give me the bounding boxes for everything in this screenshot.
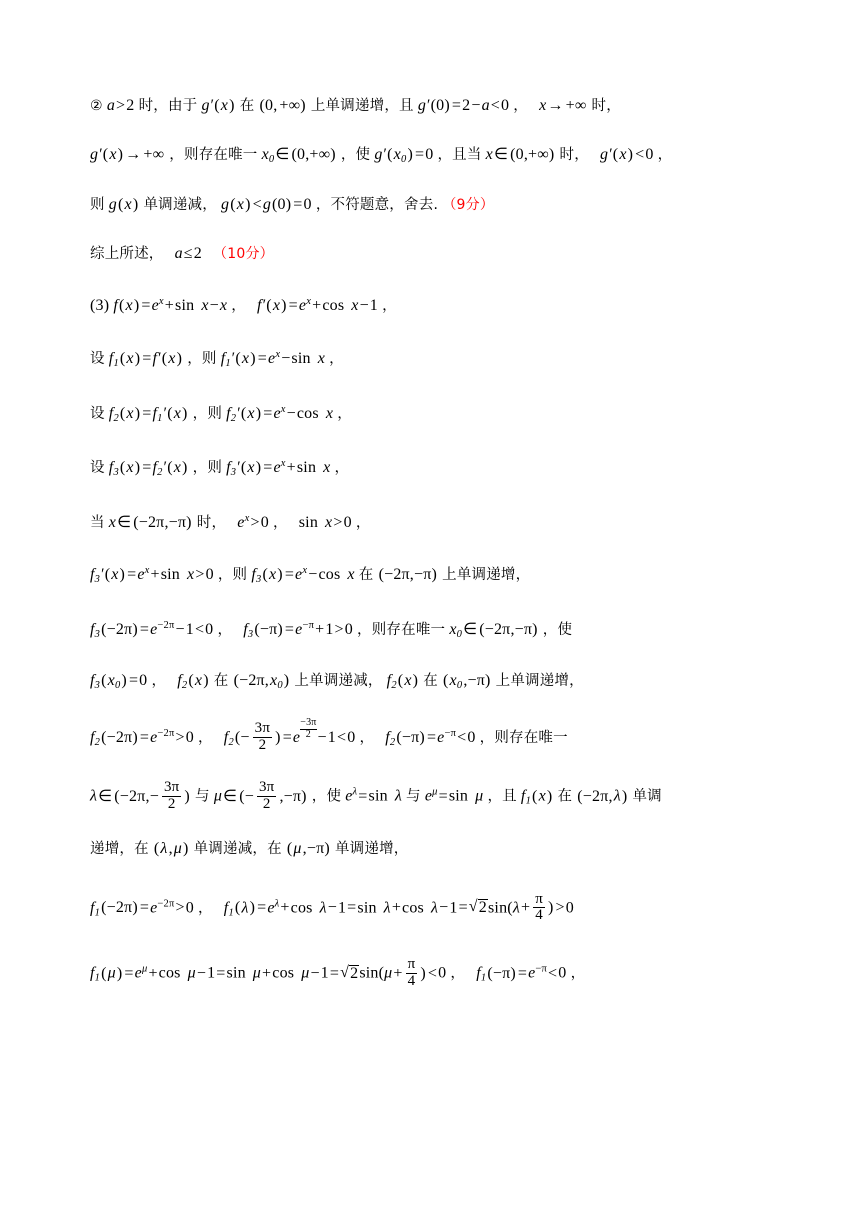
math-line-12: $f_3(x_0) =0$ ， $f_2(x)$ 在 $(-2\pi,x_0)$ 上单调递减， $f_2(x)$ 在 $(x_0,-\pi)$ 上单调递增， <box>90 671 584 691</box>
score-tag-10: （10分） <box>213 245 274 262</box>
math-line-14: λ∈ (−2π,− $\frac{3\pi}{2}$ ) 与 μ∈ (− $\frac{3\pi}{2}$ ,−π) ，使 $e^\lambda=\sin$ λ 与 $e^\mu=\sin$ μ ，且 $f_1(x)$ 在 (−2π,λ) 单调 <box>90 779 662 813</box>
math-line-6: 设 $f_1(x) =f'(x)$ ，则 $f_1'(x) =e^x-\sin$ x ， <box>90 348 344 369</box>
math-line-4: 综上所述， a≤2 （10分） <box>90 244 274 262</box>
math-line-10: $f_3'(x) =e^x+\sin$ x>0 ，则 $f_3(x) =e^x-\cos$ x 在 (−2π,−π) 上单调递增， <box>90 565 531 586</box>
math-line-5: (3) $f(x) =e^x+\sin$ x−x ， $f'(x) =e^x+\cos$ x−1 ， <box>90 296 397 315</box>
math-line-7: 设 $f_2(x) =f_1'(x)$ ，则 $f_2'(x) =e^x-\cos$ x ， <box>90 403 352 424</box>
math-line-3: 则 g(x) 单调递减， g(x) <g(0) =0 ，不符题意，舍去. （9分） <box>90 196 495 214</box>
math-line-17: $f_1(\mu) =e^\mu+\cos$ μ−1=sin μ+cos μ−1= √ 2sin(μ+ $\frac{\pi}{4}$ ) <0 ， $f_1(-\pi) =e^{-\pi}<0$ ， <box>90 957 770 990</box>
math-line-11: $f_3(-2\pi) =e^{-2\pi}-1<0$ ， $f_3(-\pi) =e^{-\pi}+1>0$ ，则存在唯一 $x_0\in$ (−2π,−π) ，使 <box>90 619 573 640</box>
score-tag-9: （9分） <box>442 197 495 214</box>
math-line-2: g′(x) → +∞ ，则存在唯一 $x_0\in$ (0,+∞) ，使 $g'(x_0) =0$ ，且当 x∈ (0,+∞) 时， g′(x) <0 ， <box>90 145 673 165</box>
math-line-13: $f_2(-2\pi) =e^{-2\pi}>0$ ， $f_2(-$ $\frac{3\pi}{2}$ ) =e $\frac{-3\pi}{2}$ −1<0 ， $f_2(-\pi) =e^{-\pi}<0$ ，则存在唯一 <box>90 717 568 754</box>
math-line-1: ② a>2 时，由于 g′(x) 在 (0, +∞) 上单调递增，且 g′(0) =2−a<0 ， x→ +∞ 时， <box>90 97 621 114</box>
math-line-8: 设 $f_3(x) =f_2'(x)$ ，则 $f_3'(x) =e^x+\sin$ x ， <box>90 458 350 479</box>
math-line-9: 当 x∈ (−2π,−π) 时， $e^x>0$ ， sin x>0 ， <box>90 512 371 531</box>
math-line-15: 递增，在 (λ,μ) 单调递减，在 (μ,−π) 单调递增， <box>90 839 409 857</box>
math-line-16: $f_1(-2\pi) =e^{-2\pi}>0$ ， $f_1(\lambda) =e^\lambda+\cos$ λ−1=sin λ+cos λ−1= √ 2sin(λ+ $\frac{\pi}{4}$ ) >0 <box>90 892 770 925</box>
circled-number-2: ② <box>90 98 103 114</box>
